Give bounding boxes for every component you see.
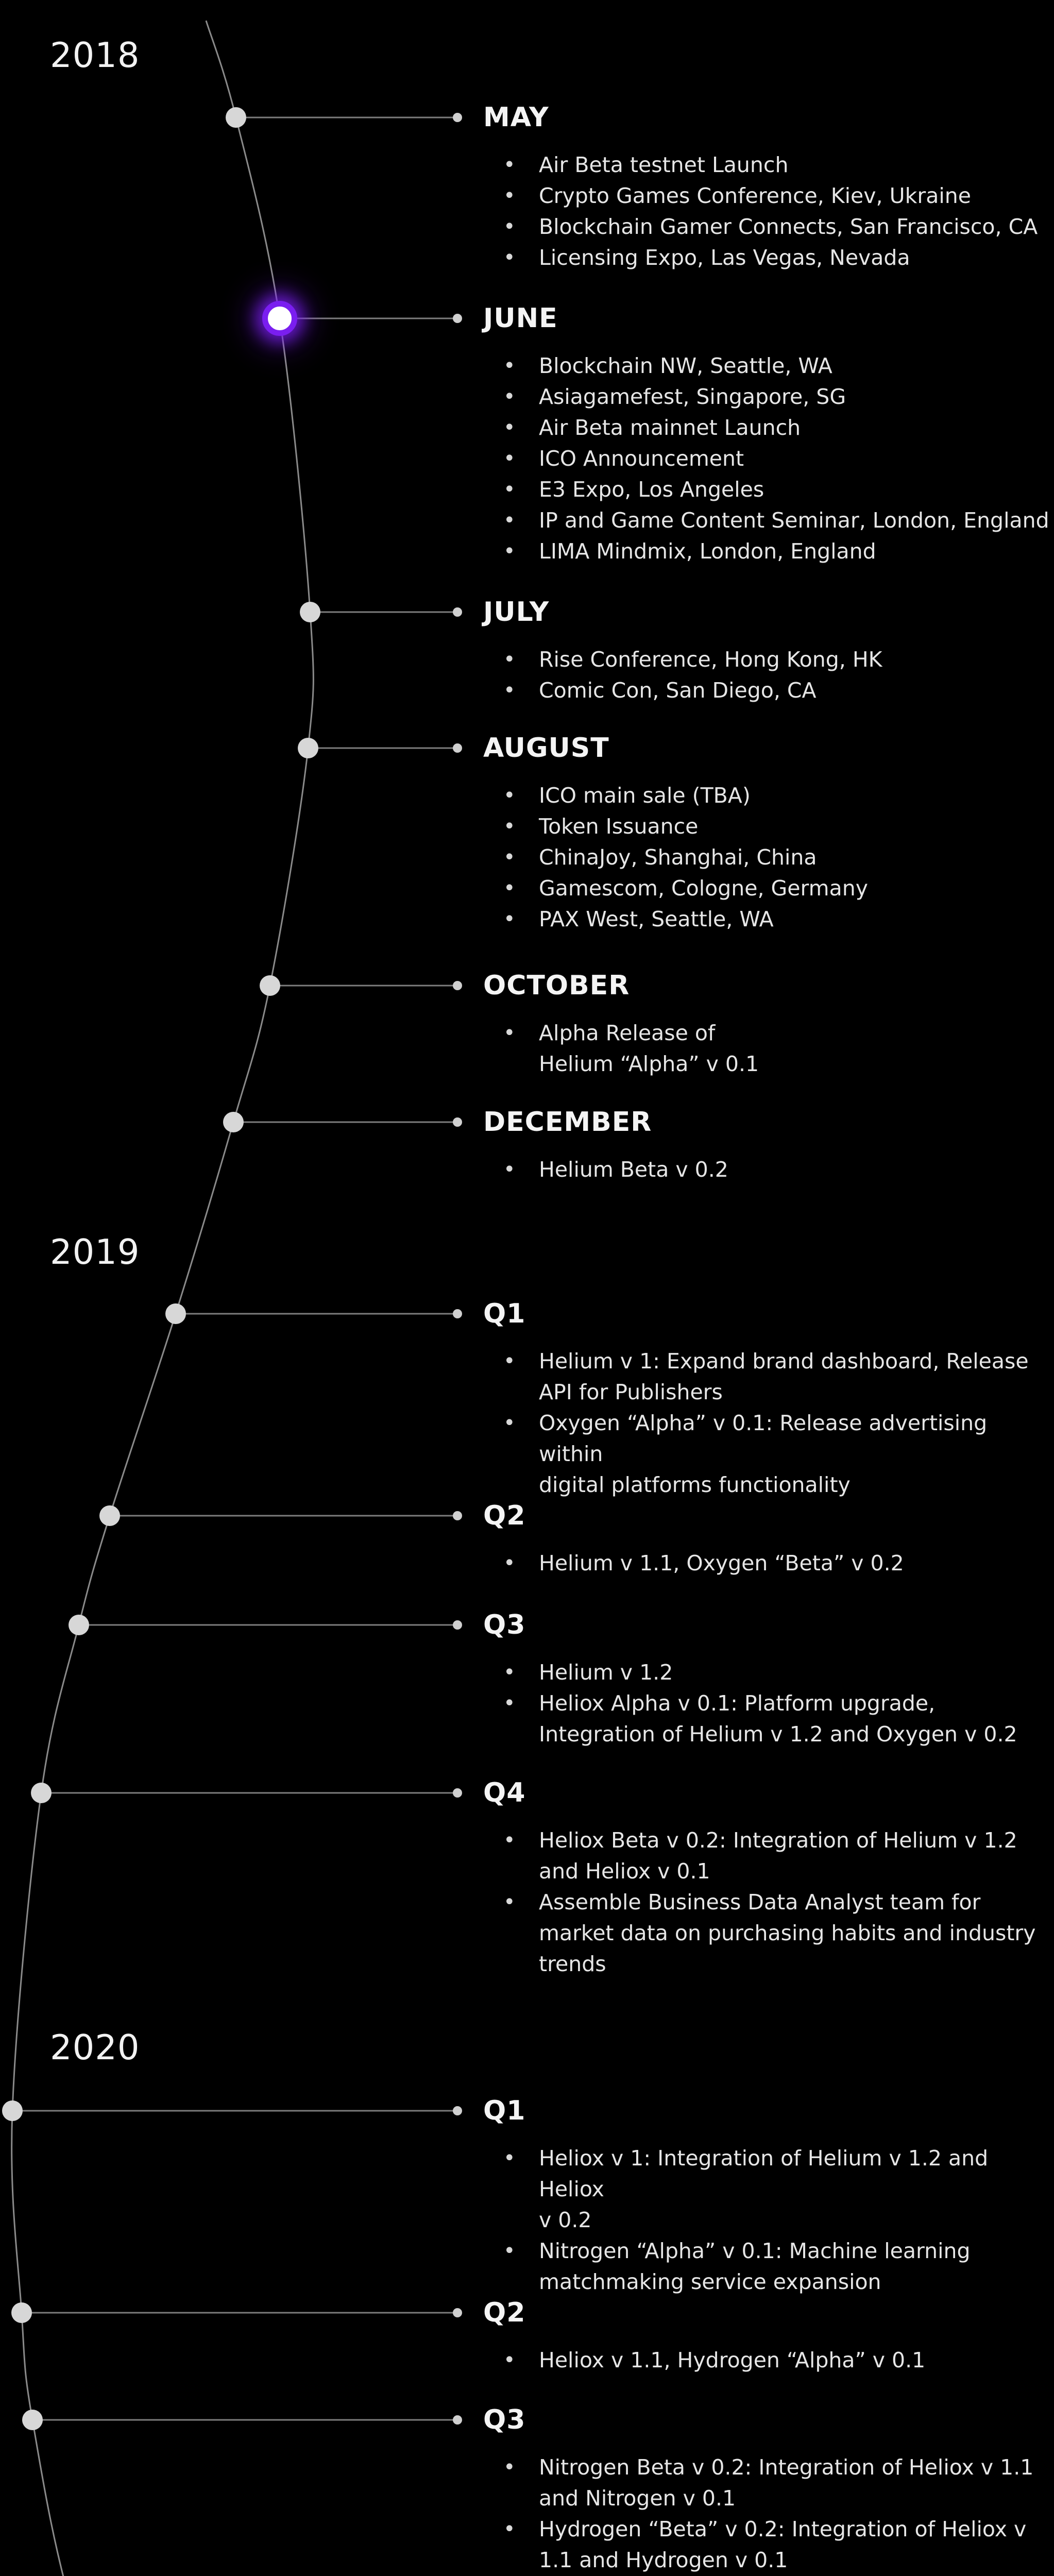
milestone-item [483, 811, 1050, 842]
milestone-item-text: E3 Expo, Los Angeles [539, 477, 764, 502]
milestone-item-text: Air Beta testnet Launch [539, 152, 789, 177]
milestone-item [483, 675, 1050, 706]
bullet-icon: • [503, 1349, 516, 1373]
milestone-item-text: Helium v 1: Expand brand dashboard, Release API for Publishers [539, 1349, 1029, 1404]
milestone-item [483, 1825, 1050, 1887]
connector-end-dot [453, 1511, 462, 1520]
bullet-icon: • [503, 539, 516, 563]
bullet-icon: • [503, 1660, 516, 1684]
bullet-icon: • [503, 184, 516, 208]
milestone-item [483, 350, 1050, 381]
bullet-icon: • [503, 1691, 516, 1715]
timeline-node[interactable] [300, 602, 320, 622]
milestone-item-text: Helium Beta v 0.2 [539, 1157, 728, 1182]
bullet-icon: • [503, 1158, 516, 1181]
connector-end-dot [453, 113, 462, 122]
milestone-item-text: IP and Game Content Seminar, London, England [539, 508, 1049, 533]
milestone-item-text: Asiagamefest, Singapore, SG [539, 384, 846, 409]
timeline-node[interactable] [165, 1303, 186, 1324]
milestone-item-text: Helium v 1.1, Oxygen “Beta” v 0.2 [539, 1551, 904, 1575]
timeline-node[interactable] [226, 107, 246, 128]
year-label-2020: 2020 [50, 2027, 140, 2067]
connector-end-dot [453, 607, 462, 617]
connector-end-dot [453, 1309, 462, 1318]
bullet-icon: • [503, 2348, 516, 2372]
milestone-connector [236, 117, 457, 118]
milestone-item-text: Blockchain NW, Seattle, WA [539, 353, 832, 378]
connector-end-dot [453, 1117, 462, 1127]
milestone-item-list [483, 1657, 1050, 1750]
milestone-item [483, 2235, 1050, 2297]
milestone-item-text: Heliox v 1: Integration of Helium v 1.2 and Heliox v 0.2 [539, 2146, 989, 2232]
milestone-item-text: Heliox Alpha v 0.1: Platform upgrade, Integration of Helium v 1.2 and Oxygen v 0.2 [539, 1691, 1017, 1747]
milestone-item-text: Blockchain Gamer Connects, San Francisco, CA [539, 214, 1038, 239]
bullet-icon: • [503, 354, 516, 378]
milestone-item [483, 904, 1050, 935]
milestone-label: JULY [483, 597, 550, 628]
bullet-icon: • [503, 784, 516, 807]
milestone-item [483, 1346, 1050, 1408]
bullet-icon: • [503, 648, 516, 671]
milestone-item-list [483, 2452, 1050, 2575]
connector-end-dot [453, 1788, 462, 1798]
connector-end-dot [453, 2106, 462, 2115]
milestone-item [483, 2514, 1050, 2575]
milestone-item-text: ChinaJoy, Shanghai, China [539, 845, 817, 870]
milestone-item-text: Licensing Expo, Las Vegas, Nevada [539, 245, 910, 270]
bullet-icon: • [503, 876, 516, 900]
milestone-label: Q4 [483, 1777, 526, 1808]
bullet-icon: • [503, 1021, 516, 1045]
bullet-icon: • [503, 1890, 516, 1914]
timeline-node[interactable] [223, 1112, 244, 1132]
bullet-icon: • [503, 153, 516, 177]
milestone-label: MAY [483, 102, 549, 133]
milestone-item [483, 1688, 1050, 1750]
bullet-icon: • [503, 815, 516, 838]
bullet-icon: • [503, 1828, 516, 1852]
connector-end-dot [453, 1620, 462, 1630]
bullet-icon: • [503, 215, 516, 239]
milestone-connector [110, 1515, 457, 1517]
milestone-item-list [483, 1018, 1050, 1079]
milestone-item-text: Nitrogen “Alpha” v 0.1: Machine learning matchmaking service expansion [539, 2239, 971, 2294]
milestone-item [483, 2143, 1050, 2235]
bullet-icon: • [503, 2455, 516, 2479]
milestone-connector [233, 1122, 457, 1123]
milestone-item [483, 644, 1050, 675]
connector-end-dot [453, 314, 462, 323]
milestone-connector [12, 2110, 457, 2112]
bullet-icon: • [503, 2146, 516, 2170]
milestone-item-text: ICO Announcement [539, 446, 744, 471]
milestone-item [483, 780, 1050, 811]
connector-end-dot [453, 2308, 462, 2317]
bullet-icon: • [503, 2239, 516, 2263]
milestone-label: Q1 [483, 2095, 526, 2126]
bullet-icon: • [503, 907, 516, 931]
milestone-connector [176, 1313, 457, 1315]
bullet-icon: • [503, 447, 516, 470]
bullet-icon: • [503, 478, 516, 501]
milestone-item [483, 1887, 1050, 1979]
bullet-icon: • [503, 416, 516, 439]
milestone-label: OCTOBER [483, 970, 630, 1001]
milestone-label: Q2 [483, 2297, 526, 2328]
timeline-curve-path [12, 21, 314, 2576]
milestone-item [483, 2452, 1050, 2514]
milestone-item-list [483, 1346, 1050, 1500]
timeline-node[interactable] [2, 2100, 23, 2121]
milestone-connector [41, 1792, 457, 1794]
milestone-item-text: Alpha Release of Helium “Alpha” v 0.1 [539, 1021, 759, 1076]
connector-end-dot [453, 743, 462, 753]
milestone-item-list [483, 350, 1050, 567]
milestone-label: JUNE [483, 303, 558, 334]
year-label-2018: 2018 [50, 35, 140, 75]
milestone-item [483, 1018, 1050, 1079]
bullet-icon: • [503, 1411, 516, 1435]
bullet-icon: • [503, 845, 516, 869]
milestone-item-list [483, 1154, 1050, 1185]
milestone-item [483, 242, 1050, 273]
timeline-node-active[interactable] [262, 301, 297, 336]
milestone-item-text: Comic Con, San Diego, CA [539, 678, 817, 703]
milestone-item [483, 180, 1050, 211]
milestone-item [483, 1408, 1050, 1500]
milestone-item [483, 1154, 1050, 1185]
milestone-item-text: Hydrogen “Beta” v 0.2: Integration of Heliox v 1.1 and Hydrogen v 0.1 [539, 2517, 1027, 2572]
bullet-icon: • [503, 385, 516, 409]
connector-end-dot [453, 981, 462, 990]
milestone-item-list [483, 1548, 1050, 1579]
milestone-item [483, 443, 1050, 474]
milestone-item [483, 1657, 1050, 1688]
connector-end-dot [453, 2415, 462, 2425]
milestone-item-text: ICO main sale (TBA) [539, 783, 751, 808]
milestone-item-text: Oxygen “Alpha” v 0.1: Release advertising within digital platforms functionality [539, 1411, 988, 1497]
bullet-icon: • [503, 1551, 516, 1575]
milestone-item-text: Gamescom, Cologne, Germany [539, 876, 868, 901]
milestone-item-text: Heliox v 1.1, Hydrogen “Alpha” v 0.1 [539, 2348, 926, 2372]
milestone-item-text: Rise Conference, Hong Kong, HK [539, 647, 882, 672]
bullet-icon: • [503, 2517, 516, 2541]
milestone-item [483, 1548, 1050, 1579]
milestone-item [483, 474, 1050, 505]
milestone-item-text: Crypto Games Conference, Kiev, Ukraine [539, 183, 971, 208]
timeline-node[interactable] [260, 975, 280, 996]
milestone-label: Q3 [483, 2404, 526, 2435]
milestone-label: Q2 [483, 1500, 526, 1531]
milestone-item-text: Heliox Beta v 0.2: Integration of Helium v 1.2 and Heliox v 0.1 [539, 1828, 1017, 1884]
milestone-label: DECEMBER [483, 1107, 652, 1138]
milestone-label: Q1 [483, 1298, 526, 1329]
milestone-item-text: LIMA Mindmix, London, England [539, 539, 876, 564]
milestone-item-text: PAX West, Seattle, WA [539, 907, 774, 931]
milestone-item-text: Helium v 1.2 [539, 1660, 673, 1685]
timeline-node[interactable] [298, 738, 318, 758]
milestone-label: AUGUST [483, 733, 609, 764]
bullet-icon: • [503, 246, 516, 269]
milestone-item-list [483, 2345, 1050, 2376]
milestone-item-text: Air Beta mainnet Launch [539, 415, 801, 440]
milestone-item [483, 2345, 1050, 2376]
milestone-item-list [483, 1825, 1050, 1979]
milestone-connector [280, 318, 457, 319]
milestone-item [483, 211, 1050, 242]
milestone-item-text: Nitrogen Beta v 0.2: Integration of Heliox v 1.1 and Nitrogen v 0.1 [539, 2455, 1034, 2511]
timeline-node[interactable] [99, 1505, 120, 1526]
timeline-node[interactable] [22, 2410, 43, 2430]
milestone-item [483, 536, 1050, 567]
milestone-connector [270, 985, 457, 987]
milestone-label: Q3 [483, 1609, 526, 1640]
milestone-connector [308, 748, 457, 749]
milestone-connector [32, 2419, 457, 2421]
milestone-connector [310, 612, 457, 613]
milestone-item-list [483, 2143, 1050, 2297]
milestone-item-list [483, 644, 1050, 706]
bullet-icon: • [503, 679, 516, 702]
milestone-item-text: Token Issuance [539, 814, 699, 839]
milestone-item [483, 873, 1050, 904]
milestone-connector [79, 1624, 457, 1626]
milestone-item [483, 412, 1050, 443]
year-label-2019: 2019 [50, 1232, 140, 1272]
milestone-item-text: Assemble Business Data Analyst team for market data on purchasing habits and industry trends [539, 1890, 1036, 1976]
milestone-item [483, 381, 1050, 412]
timeline-node[interactable] [11, 2302, 32, 2323]
milestone-item [483, 842, 1050, 873]
milestone-item-list [483, 780, 1050, 935]
milestone-item [483, 505, 1050, 536]
milestone-item-list [483, 149, 1050, 273]
timeline-node[interactable] [69, 1615, 89, 1635]
milestone-item [483, 149, 1050, 180]
bullet-icon: • [503, 509, 516, 532]
milestone-connector [22, 2312, 457, 2314]
timeline-node[interactable] [31, 1783, 52, 1803]
